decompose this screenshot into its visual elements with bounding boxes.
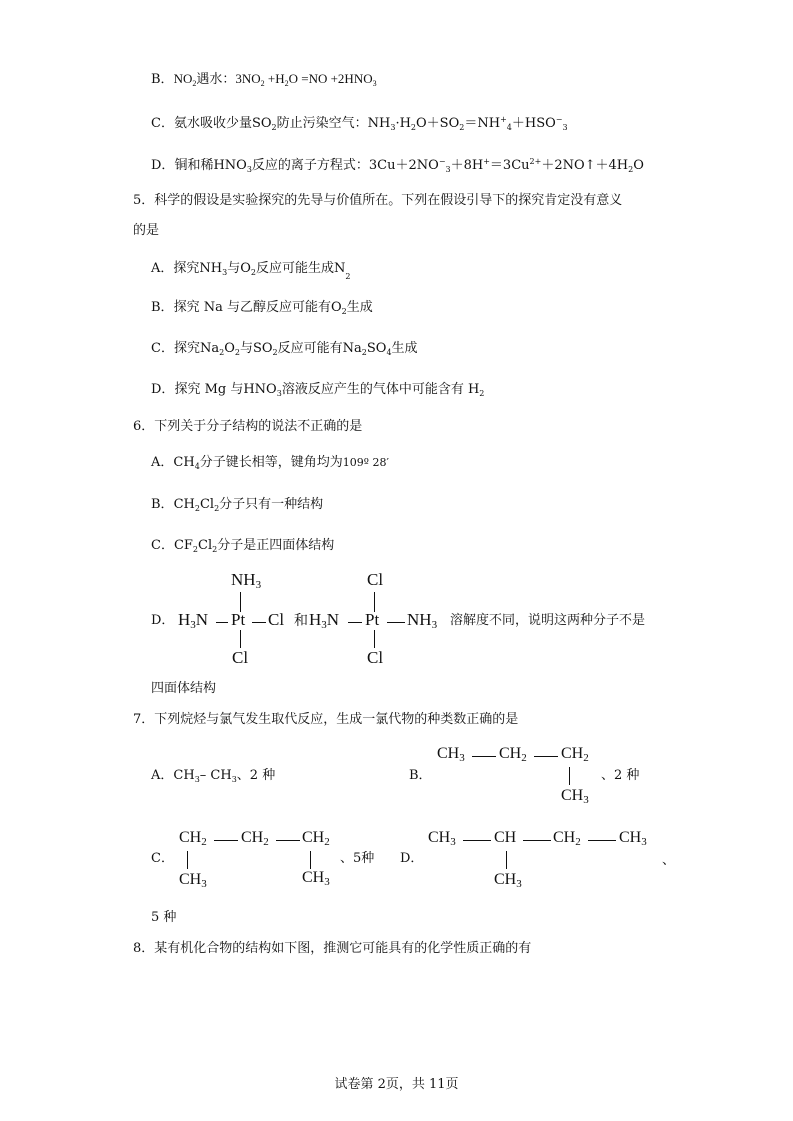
q6-option-c: C．$CF_2Cl_2$分子是正四面体结构 <box>151 538 335 554</box>
q7d-group-2: CH <box>494 829 517 846</box>
q7c-group-3: $CH_2$ <box>302 829 330 848</box>
mol2-center-atom: Pt <box>365 610 380 629</box>
mol1-top-bond <box>240 592 241 612</box>
mol1-right-bond <box>252 622 266 623</box>
q7d-bond-3 <box>588 840 616 841</box>
q7c-bond-down-left <box>187 851 188 869</box>
q5-option-b: B．探究 Na 与乙醇反应可能有$O_2$生成 <box>151 300 373 316</box>
mol2-top-bond <box>374 592 375 612</box>
q7-option-c-label: C． <box>151 851 174 866</box>
q4-option-d: D．铜和稀$HNO_3$反应的离子方程式：$3Cu+2NO^-_3+8H^+=3Cu^{2+}+2NO↑+4H_2O$ <box>151 157 644 174</box>
q7d-bond-2 <box>523 840 551 841</box>
mol1-right-group: Cl <box>268 610 285 629</box>
q6-option-a: A．$CH_4$分子键长相等，键角均为109º 28′ <box>151 455 389 471</box>
mol2-left-group: $H_3N$ <box>309 610 340 631</box>
q7-stem: 7．下列烷烃与氯气发生取代反应，生成一氯代物的种类数正确的是 <box>133 712 519 727</box>
q7b-group-2: $CH_2$ <box>499 745 527 764</box>
q5-stem-line1: 5．科学的假设是实验探究的先导与价值所在。下列在假设引导下的探究肯定没有意义 <box>133 193 623 208</box>
page-footer: 试卷第 2页，共 11页 <box>334 1077 459 1092</box>
q7-option-b-label: B． <box>409 768 432 783</box>
q7d-bond-1 <box>463 840 491 841</box>
and-text: 和 <box>294 613 308 629</box>
q6-option-d-tail: 溶解度不同，说明这两种分子不是 <box>450 613 646 628</box>
q7d-group-4: $CH_3$ <box>619 829 647 848</box>
q7c-bond-2 <box>276 840 300 841</box>
q5-stem-line2: 的是 <box>133 223 160 238</box>
q7b-bond-down <box>569 767 570 785</box>
q7-option-b-tail: 、2 种 <box>601 768 640 783</box>
q7d-bond-down <box>506 851 507 869</box>
q7c-bond-down-right <box>310 851 311 869</box>
q6-option-d-tail2: 四面体结构 <box>151 681 217 696</box>
q7b-group-1: $CH_3$ <box>437 745 465 764</box>
mol1-bottom-bond <box>240 630 241 648</box>
q7c-group-1: $CH_2$ <box>179 829 207 848</box>
mol1-center-atom: Pt <box>231 610 246 629</box>
q7d-group-3: $CH_2$ <box>553 829 581 848</box>
q7d-group-1: $CH_3$ <box>428 829 456 848</box>
mol2-right-group: $NH_3$ <box>407 610 438 631</box>
q7c-group-4: $CH_3$ <box>179 871 207 890</box>
q7-option-d-tail2: 5 种 <box>151 910 177 925</box>
mol2-left-bond <box>348 622 362 623</box>
q4-option-c: C．氨水吸收少量$SO_2$防止污染空气：$NH_3\cdot H_2O+SO_2=NH^+_4+HSO^-_3$ <box>151 115 568 132</box>
q5-option-c: C．探究$Na_2O_2$与$SO_2$反应可能有$Na_2SO_4$生成 <box>151 341 418 357</box>
q7c-group-2: $CH_2$ <box>241 829 269 848</box>
mol2-top-group: Cl <box>367 570 384 589</box>
q7d-group-5: $CH_3$ <box>494 871 522 890</box>
q4-option-b: B．$NO_2$遇水：$3NO_2 +H_2O =NO +2HNO_3$ <box>151 71 377 88</box>
q7-option-d-label: D． <box>400 851 424 866</box>
q8-stem: 8．某有机化合物的结构如下图，推测它可能具有的化学性质正确的有 <box>133 941 532 956</box>
mol2-bottom-group: Cl <box>367 648 384 667</box>
q6-option-d-label: D． <box>151 613 175 628</box>
mol1-bottom-group: Cl <box>232 648 249 667</box>
q7c-bond-1 <box>214 840 238 841</box>
q7b-bond-2 <box>534 756 558 757</box>
q6-option-b: B．$CH_2Cl_2$分子只有一种结构 <box>151 497 324 513</box>
q7b-group-4: $CH_3$ <box>561 787 589 806</box>
q7b-group-3: $CH_2$ <box>561 745 589 764</box>
q6-stem: 6．下列关于分子结构的说法不正确的是 <box>133 419 363 434</box>
q7-option-c-tail: 、5种 <box>340 851 375 866</box>
q5-option-d: D．探究 Mg 与$HNO_3$溶液反应产生的气体中可能含有 $H_2$ <box>151 382 485 398</box>
q7-option-a: A．$CH_3-$ $CH_3$、2 种 <box>151 768 276 784</box>
mol1-left-bond <box>216 622 228 623</box>
mol2-bottom-bond <box>374 630 375 648</box>
mol1-left-group: $H_3N$ <box>178 610 209 631</box>
q7c-group-5: $CH_3$ <box>302 869 330 888</box>
q5-option-a: A．探究$NH_3$与$O_2$反应可能生成$N_2$ <box>151 261 351 281</box>
q7-option-d-tail: 、 <box>662 853 676 868</box>
q7b-bond-1 <box>472 756 496 757</box>
mol2-right-bond <box>387 622 405 623</box>
mol1-top-group: $NH_3$ <box>231 570 262 591</box>
